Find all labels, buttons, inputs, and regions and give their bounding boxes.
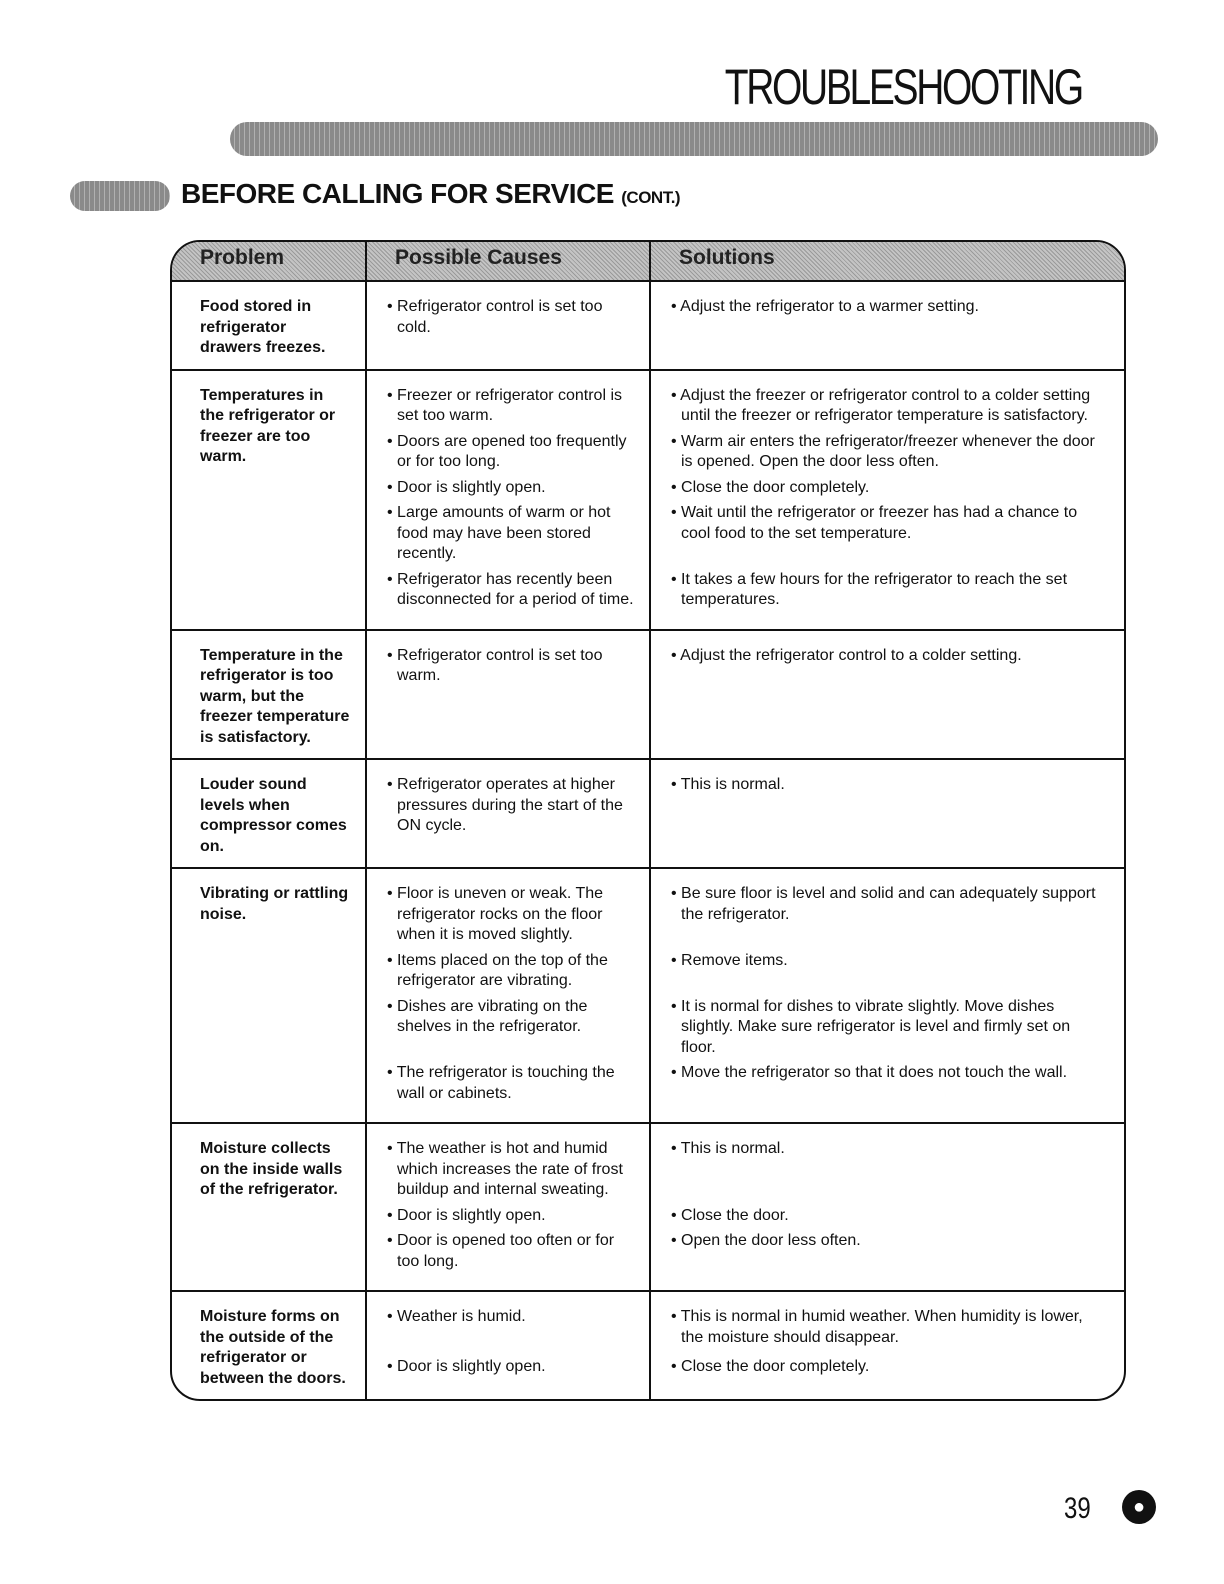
column-header-solutions: Solutions [679, 246, 775, 269]
table-row [172, 631, 1124, 761]
solution-item: • Warm air enters the refrigerator/freezer whenever the door is opened. Open the door less often. [671, 432, 1095, 470]
table-row [172, 869, 1124, 1124]
problem-cell: Temperatures in the refrigerator or freezer are too warm. [172, 371, 367, 629]
table-header [172, 242, 1124, 282]
solution-item: • Open the door less often. [671, 1232, 861, 1249]
lg-logo-icon: ● [1122, 1490, 1156, 1524]
table-row [172, 1292, 1124, 1399]
cause-item: • Door is slightly open. [367, 1206, 651, 1232]
cause-item: • Items placed on the top of the refrigerator are vibrating. [367, 951, 651, 997]
problem-cell: Louder sound levels when compressor comes on. [172, 760, 367, 867]
solution-item: • Close the door completely. [671, 478, 870, 496]
solution-item: • Remove items. [671, 951, 788, 969]
solution-item: • Move the refrigerator so that it does not touch the wall. [671, 1064, 1068, 1081]
section-bullet-icon [70, 181, 170, 211]
page-number: 39 [1064, 1492, 1091, 1525]
cause-item: • Freezer or refrigerator control is set too warm. [367, 371, 651, 432]
cause-solution-list [367, 1124, 1124, 1290]
section-title [181, 178, 680, 210]
section-title-suffix: (CONT.) [621, 188, 681, 207]
problem-cell: Temperature in the refrigerator is too warm, but the freezer temperature is satisfactory. [172, 631, 367, 759]
cause-solution-list [367, 760, 1124, 867]
solution-item: • It takes a few hours for the refrigerator to reach the set temperatures. [671, 570, 1068, 608]
cause-item: • Doors are opened too frequently or for too long. [367, 432, 651, 478]
cause-item: • Large amounts of warm or hot food may have been stored recently. [367, 503, 651, 570]
page-title: TROUBLESHOOTING [724, 59, 1082, 115]
solution-item: • This is normal in humid weather. When humidity is lower, the moisture should disappear. [671, 1308, 1083, 1346]
table-body [172, 282, 1124, 1399]
solution-item: • Adjust the refrigerator to a warmer setting. [671, 298, 979, 315]
header-decorative-bar [230, 122, 1158, 156]
cause-solution-list [367, 631, 1124, 759]
solution-item: • This is normal. [671, 776, 785, 793]
cause-item: • The weather is hot and humid which increases the rate of frost buildup and internal sweating. [367, 1124, 651, 1206]
solution-item: • Wait until the refrigerator or freezer has had a chance to cool food to the set temperature. [671, 504, 1078, 542]
table-row [172, 371, 1124, 631]
cause-item: • Refrigerator control is set too warm. [367, 631, 651, 759]
cause-item: • Floor is uneven or weak. The refrigerator rocks on the floor when it is moved slightly. [367, 869, 651, 951]
cause-item: • Door is slightly open. [367, 478, 651, 504]
solution-item: • Close the door completely. [671, 1357, 870, 1375]
cause-solution-list [367, 869, 1124, 1122]
cause-item: • Dishes are vibrating on the shelves in the refrigerator. [367, 997, 651, 1064]
solution-item: • Close the door. [671, 1206, 789, 1224]
cause-item: • Refrigerator control is set too cold. [367, 282, 651, 369]
column-header-problem: Problem [172, 242, 367, 280]
cause-solution-list [367, 371, 1124, 629]
table-row [172, 760, 1124, 869]
solution-item: • This is normal. [671, 1140, 785, 1157]
solution-item: • Adjust the freezer or refrigerator control to a colder setting until the freezer or refrigerator temperature is satisfactory. [671, 386, 1091, 424]
problem-cell: Moisture collects on the inside walls of the refrigerator. [172, 1124, 367, 1290]
solution-item: • Adjust the refrigerator control to a colder setting. [671, 646, 1022, 664]
table-row [172, 1124, 1124, 1292]
table-row [172, 282, 1124, 371]
cause-item: • Refrigerator operates at higher pressures during the start of the ON cycle. [367, 760, 651, 867]
cause-item: • The refrigerator is touching the wall or cabinets. [367, 1063, 651, 1122]
problem-cell: Vibrating or rattling noise. [172, 869, 367, 1122]
cause-item: • Weather is humid. [367, 1292, 651, 1357]
problem-cell: Moisture forms on the outside of the refrigerator or between the doors. [172, 1292, 367, 1399]
solution-item: • It is normal for dishes to vibrate slightly. Move dishes slightly. Make sure refrigerator is level and firmly set on floor. [671, 997, 1071, 1056]
cause-solution-list [367, 1292, 1124, 1399]
cause-item: • Door is opened too often or for too long. [367, 1231, 651, 1290]
cause-item: • Refrigerator has recently been disconnected for a period of time. [367, 570, 651, 629]
cause-item: • Door is slightly open. [367, 1357, 651, 1399]
cause-solution-list [367, 282, 1124, 369]
problem-cell: Food stored in refrigerator drawers freezes. [172, 282, 367, 369]
solution-item: • Be sure floor is level and solid and can adequately support the refrigerator. [671, 885, 1096, 923]
troubleshooting-table [170, 240, 1126, 1401]
column-header-causes: Possible Causes [367, 242, 651, 280]
section-title-text: BEFORE CALLING FOR SERVICE [181, 178, 614, 209]
